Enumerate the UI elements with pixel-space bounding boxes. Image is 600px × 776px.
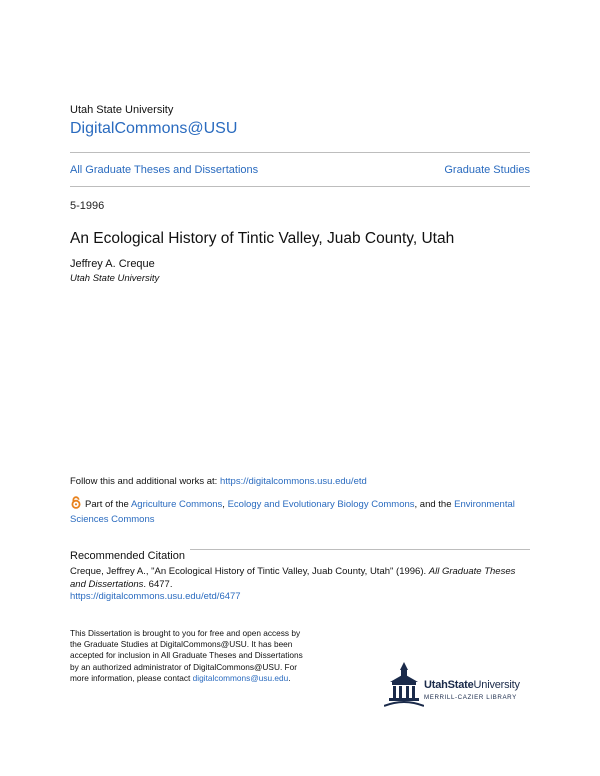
repository-link[interactable]: DigitalCommons@USU (70, 120, 238, 137)
follow-text: Follow this and additional works at: (70, 476, 220, 487)
paper-title: An Ecological History of Tintic Valley, Juab County, Utah (70, 230, 455, 247)
author-name: Jeffrey A. Creque (70, 258, 155, 270)
department-link[interactable]: Graduate Studies (444, 164, 530, 176)
citation-number: . 6477. (143, 578, 173, 590)
citation-heading: Recommended Citation (70, 550, 185, 562)
author-affiliation: Utah State University (70, 273, 160, 284)
access-notice (70, 628, 306, 684)
logo-name-regular: University (473, 679, 520, 691)
citation-text: Creque, Jeffrey A., "An Ecological History of Tintic Valley, Juab County, Utah" (1996). (70, 566, 429, 577)
open-access-icon (70, 496, 82, 509)
notice-end: . (288, 672, 291, 683)
citation-divider (190, 549, 530, 550)
nav-divider (70, 186, 530, 187)
logo-university-name (424, 679, 520, 691)
agriculture-commons-link[interactable]: Agriculture Commons (130, 499, 223, 510)
notice-text: This Dissertation is brought to you for free and open access by the Graduate Studies at DigitalCommons@USU. It has been accepted for inclusion in All Graduate Theses and Dissertations by an authorized administrator of DigitalCommons@USU. For more information, please contact (70, 628, 303, 683)
usu-library-logo (384, 660, 534, 710)
follow-line (70, 476, 367, 487)
disciplines-line (70, 496, 532, 527)
citation-journal: All Graduate Theses and Dissertations (70, 566, 516, 590)
part-of-separator-2: , and the (414, 499, 455, 510)
series-link[interactable]: All Graduate Theses and Dissertations (70, 164, 259, 176)
part-of-separator-1: , (222, 499, 228, 510)
logo-library-name: MERRILL-CAZIER LIBRARY (424, 694, 517, 701)
header-divider (70, 152, 530, 153)
part-of-prefix: Part of the (85, 499, 131, 510)
contact-email-link[interactable]: digitalcommons@usu.edu (192, 672, 289, 683)
citation-block (70, 566, 532, 604)
publication-date: 5-1996 (70, 200, 105, 212)
ecology-commons-link[interactable]: Ecology and Evolutionary Biology Commons (227, 499, 415, 510)
library-building-icon (384, 660, 424, 710)
environmental-sciences-commons-link[interactable]: Environmental Sciences Commons (70, 499, 515, 525)
etd-collection-link[interactable]: https://digitalcommons.usu.edu/etd (219, 476, 367, 487)
institution-name: Utah State University (70, 104, 174, 116)
citation-url-link[interactable]: https://digitalcommons.usu.edu/etd/6477 (70, 591, 241, 602)
logo-name-bold: UtahState (424, 679, 474, 691)
